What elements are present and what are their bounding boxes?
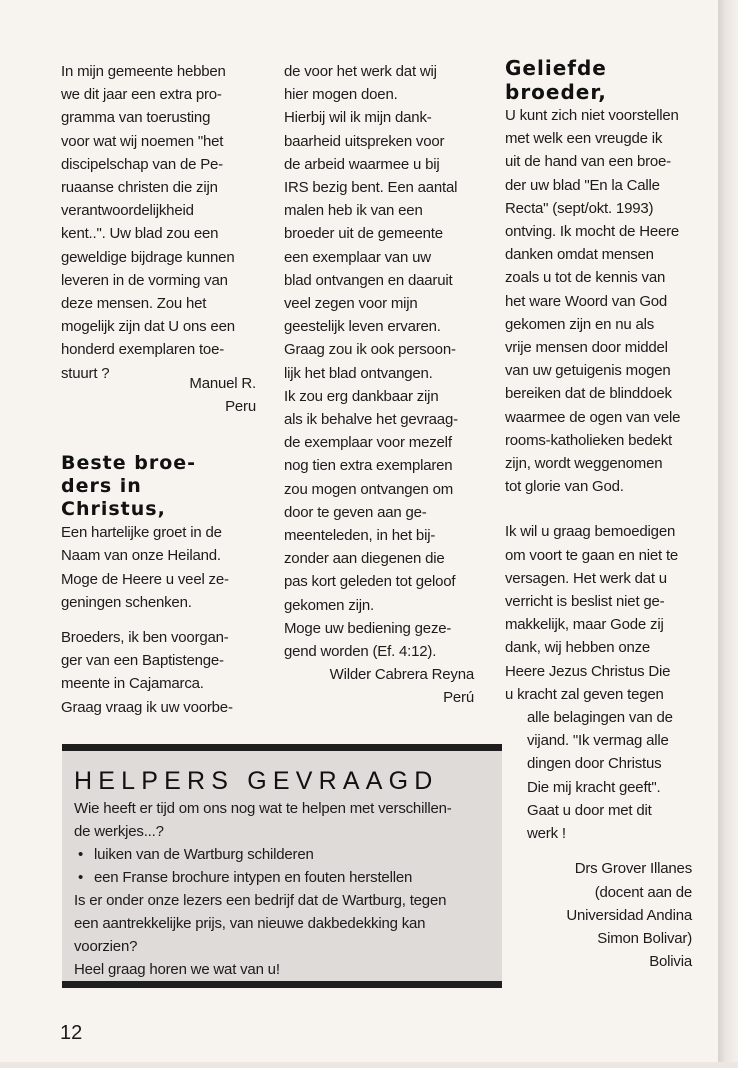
heading-line: broeder, [505,80,607,104]
text-line: meente in Cajamarca. [61,675,204,693]
text-line: makkelijk, maar Gode zij [505,616,664,634]
text-line: pas kort geleden tot geloof [284,573,456,591]
text-line: vijand. "Ik vermag alle [527,732,669,750]
letter-heading-beste-broeders [61,452,256,521]
signature-line: (docent aan de [594,883,692,901]
page-edge-shadow [718,0,738,1068]
bullet-icon: • [78,846,84,863]
helpers-intro-line: de werkjes...? [74,823,164,840]
signature-line: Simon Bolivar) [597,929,692,947]
text-line: mogelijk zijn dat U ons een [61,318,235,336]
helpers-wanted-box [62,744,502,988]
text-line: deze mensen. Zou het [61,295,207,313]
heading-line: Beste broe- [61,452,197,475]
signature-country: Perú [443,689,474,707]
text-line: u kracht zal geven tegen [505,685,664,703]
text-line: zonder aan diegenen die [284,550,445,568]
helpers-bullet-item [74,843,502,866]
text-line: nog tien extra exemplaren [284,457,453,475]
text-line: als ik behalve het gevraag- [284,411,458,429]
text-line: honderd exemplaren toe- [61,341,225,359]
text-line: stuurt ? [61,364,110,382]
text-line: Moge uw bediening geze- [284,619,452,637]
text-line: Gaat u door met dit [527,801,652,819]
text-line: danken omdat mensen [505,246,654,264]
text-line: versagen. Het werk dat u [505,569,667,587]
text-line: tot glorie van God. [505,478,624,496]
text-line: om voort te gaan en niet te [505,546,679,564]
text-line: Heere Jezus Christus Die [505,662,671,680]
text-line: Broeders, ik ben voorgan- [61,629,229,647]
text-line: dank, wij hebben onze [505,639,651,657]
text-line: Graag vraag ik uw voorbe- [61,698,233,716]
text-line: veel zegen voor mijn [284,295,418,313]
helpers-title: HELPERS GEVRAAGD [74,767,439,795]
signature-name: Manuel R. [189,374,256,392]
signature-country: Peru [225,398,256,416]
text-line: lijk het blad ontvangen. [284,364,433,382]
text-line: zoals u tot de kennis van [505,269,666,287]
text-line: ger van een Baptistenge- [61,652,224,670]
helpers-question-line: een aantrekkelijke prijs, van nieuwe dakbedekking kan [74,915,426,932]
bullet-text: een Franse brochure intypen en fouten herstellen [94,869,413,886]
text-line: de voor het werk dat wij [284,63,437,80]
text-line: Een hartelijke groet in de [61,524,222,542]
text-line: kent..". Uw blad zou een [61,225,219,243]
text-line: werk ! [527,825,566,843]
page-bottom-edge [0,1062,738,1068]
letter-bolivia-paragraph [505,104,700,498]
text-line: baarheid uitspreken voor [284,132,445,150]
letter-heading-geliefde-broeder [505,56,700,104]
text-line: leveren in de vorming van [61,271,228,289]
text-line: dingen door Christus [527,755,662,773]
bullet-text: luiken van de Wartburg schilderen [94,846,314,863]
text-line: gekomen zijn. [284,596,374,614]
request-paragraph [61,626,256,719]
text-line: hier mogen doen. [284,86,398,104]
text-line: door te geven aan ge- [284,503,427,521]
heading-line: Geliefde [505,56,607,80]
text-line: een exemplaar van uw [284,248,431,266]
text-line: Moge de Heere u veel ze- [61,570,229,588]
signature-grover [505,857,700,973]
text-line: gramma van toerusting [61,109,211,127]
text-line: verantwoordelijkheid [61,202,194,220]
encouragement-paragraph-indented [505,706,700,845]
encouragement-paragraph [505,520,700,706]
letter-continuation-paragraph [284,60,474,663]
text-line: IRS bezig bent. Een aantal [284,179,458,197]
text-line: bereiken dat de blinddoek [505,385,672,403]
helpers-question-line: Is er onder onze lezers een bedrijf dat de Wartburg, tegen [74,892,447,909]
text-line: blad ontvangen en daaruit [284,271,453,289]
signature-line: Universidad Andina [566,906,692,924]
greeting-paragraph [61,521,256,614]
text-line: met welk een vreugde ik [505,130,663,148]
text-line: de exemplaar voor mezelf [284,434,452,452]
text-line: U kunt zich niet voorstellen [505,107,679,124]
text-line: uit de hand van een broe- [505,153,671,171]
page-number: 12 [60,1022,83,1044]
text-line: Ik zou erg dankbaar zijn [284,387,439,405]
letter-peru-paragraph [61,60,256,385]
text-line: geweldige bijdrage kunnen [61,248,235,266]
signature-wilder [284,663,474,709]
text-line: voor wat wij noemen "het [61,132,224,150]
text-line: gend worden (Ef. 4:12). [284,643,437,661]
text-line: gekomen zijn en nu als [505,315,655,333]
text-line: geningen schenken. [61,593,192,611]
text-line: broeder uit de gemeente [284,225,443,243]
column-right [505,56,700,973]
text-line: Graag zou ik ook persoon- [284,341,456,359]
bullet-icon: • [78,869,84,886]
text-line: discipelschap van de Pe- [61,155,223,173]
text-line: meenteleden, in het bij- [284,527,436,545]
helpers-intro-line: Wie heeft er tijd om ons nog wat te helpen met verschillen- [74,800,452,817]
text-line: we dit jaar een extra pro- [61,86,222,104]
text-line: Recta" (sept/okt. 1993) [505,199,654,217]
text-line: zijn, wordt weggenomen [505,455,663,473]
column-middle [284,60,474,710]
signature-country: Bolivia [649,953,692,971]
text-line: de arbeid waarmee u bij [284,155,440,173]
heading-line: Christus, [61,498,166,521]
text-line: In mijn gemeente hebben [61,63,226,80]
text-line: ruaanse christen die zijn [61,179,218,197]
text-line: verricht is beslist niet ge- [505,593,665,611]
column-left [61,60,256,719]
heading-line: ders in [61,475,142,498]
text-line: Ik wil u graag bemoedigen [505,523,676,541]
text-line: rooms-katholieken bedekt [505,431,672,449]
text-line: geestelijk leven ervaren. [284,318,441,336]
text-line: der uw blad "En la Calle [505,176,660,194]
text-line: malen heb ik van een [284,202,423,220]
text-line: het ware Woord van God [505,292,668,310]
helpers-bullet-item [74,866,502,889]
text-line: alle belagingen van de [527,709,673,727]
signature-name: Wilder Cabrera Reyna [329,666,474,684]
text-line: zou mogen ontvangen om [284,480,454,498]
text-line: Hierbij wil ik mijn dank- [284,109,432,127]
text-line: vrije mensen door middel [505,339,668,357]
text-line: Naam van onze Heiland. [61,547,221,565]
text-line: waarmee de ogen van vele [505,408,681,426]
signature-line: Drs Grover Illanes [574,860,692,878]
text-line: van uw getuigenis mogen [505,362,671,380]
text-line: Die mij kracht geeft". [527,778,661,796]
helpers-question-line: voorzien? [74,938,138,955]
text-line: ontving. Ik mocht de Heere [505,223,680,241]
helpers-closing: Heel graag horen we wat van u! [74,961,280,978]
